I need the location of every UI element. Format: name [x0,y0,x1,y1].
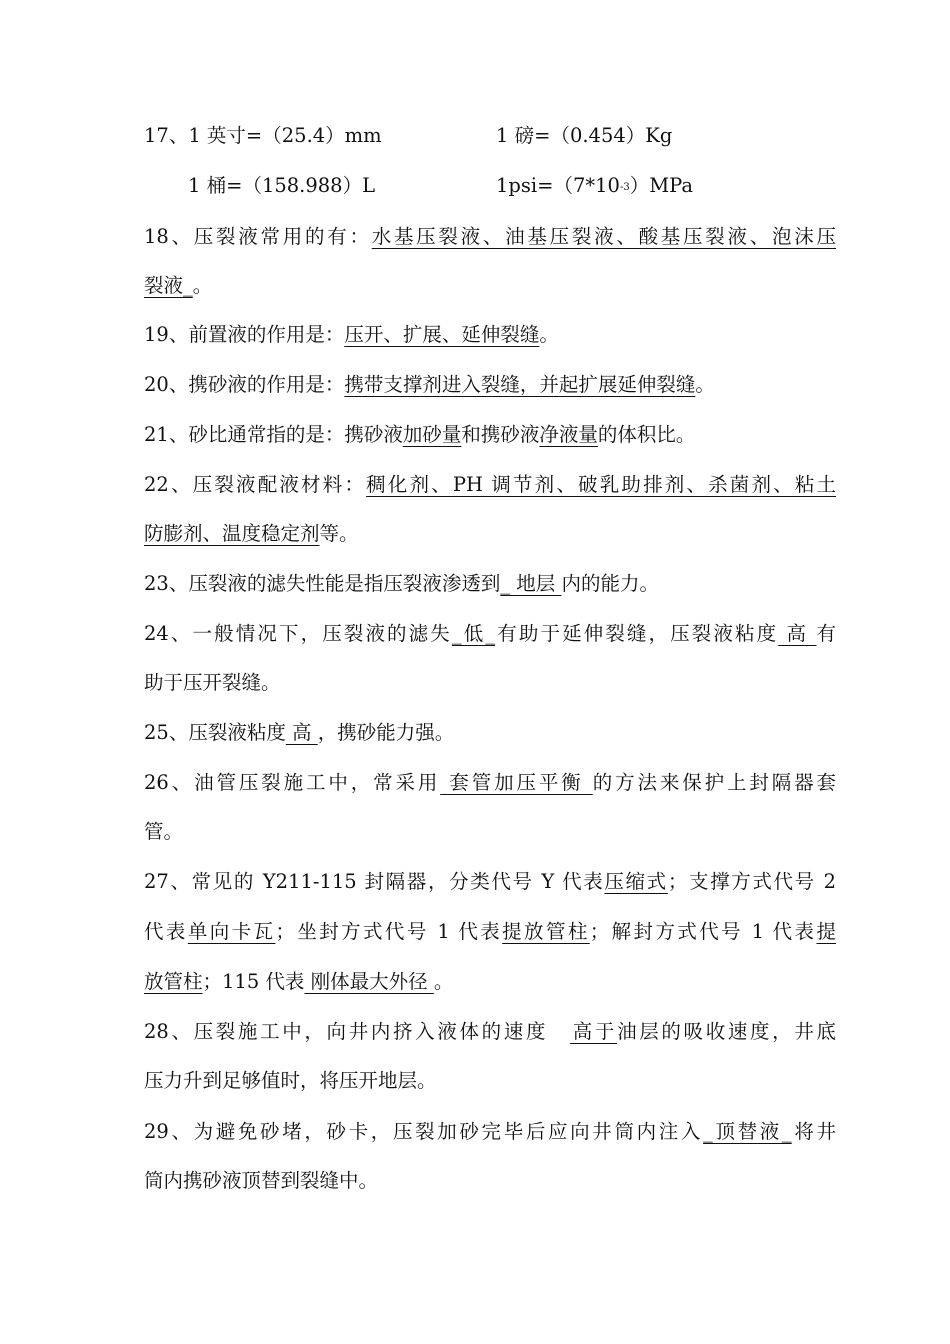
q29-text-a: 29、为避免砂堵，砂卡，压裂加砂完毕后应向井筒内注入 [144,1120,704,1143]
q26-line1 [144,768,836,798]
q24-line1 [144,619,836,649]
q22-end: 等。 [319,522,359,545]
q17-psi-a: 1psi=（7*10 [496,174,620,197]
q17-line2 [144,171,836,201]
q22-answer-2: 防膨剂、温度稳定剂 [144,522,320,545]
q27-text-e: ；解封方式代号 1 代表 [589,920,817,943]
q22-line1 [144,470,836,500]
q21-answer-1: 加砂量 [402,423,462,446]
q23-end: 内的能力。 [561,572,659,595]
q18-answer-1: 水基压裂液、油基压裂液、酸基压裂液、泡沫压 [371,225,836,248]
q18-prefix: 18、压裂液常用的有： [144,225,372,248]
q27-answer-5: 刚体最大外径 [304,970,434,993]
q26-answer: 套管加压平衡 [440,771,593,794]
q29-line1 [144,1117,836,1147]
q27-answer-3: 提放管柱 [502,920,590,943]
q23-line [144,569,836,599]
q26-prefix: 26、油管压裂施工中，常采用 [144,771,441,794]
q27-text-b: ；支撑方式代号 2 [667,870,836,893]
q17-psi [496,171,693,203]
q25-answer: 高 [285,721,318,744]
q18-line1 [144,222,836,252]
q24-answer-2: 高 [778,622,817,645]
q29-text-b: 将井 [791,1120,836,1143]
q22-line2 [144,519,836,549]
q28-answer: 高于 [570,1020,618,1043]
q24-text-c: 有 [816,622,836,645]
q27-answer-1: 压缩式 [604,870,668,893]
q27-text-a: 27、常见的 Y211-115 封隔器，分类代号 Y 代表 [144,870,605,893]
q24-line2: 助于压开裂缝。 [144,671,281,694]
q17-psi-b: ）MPa [629,174,694,197]
q20-line [144,370,836,400]
q22-answer-1: 稠化剂、PH 调节剂、破乳助排剂、杀菌剂、粘土 [366,473,836,496]
q17-inch: 17、1 英寸=（25.4）mm [144,124,382,147]
q24-answer-1: _低_ [451,622,496,645]
q18-answer-2: 裂液_ [144,274,193,297]
q27-text-f: ；115 代表 [202,970,305,993]
q27-answer-4b: 放管柱 [144,970,203,993]
q28-line2: 压力升到足够值时，将压开地层。 [144,1069,437,1092]
q19-line [144,320,836,350]
q17-barrel: 1 桶=（158.988）L [188,174,376,197]
q20-answer: 携带支撑剂进入裂缝，并起扩展延伸裂缝 [344,373,696,396]
q19-prefix: 19、前置液的作用是： [144,323,345,346]
q29-answer: _顶替液_ [703,1120,792,1143]
q27-line1 [144,867,836,897]
q26-line2: 管。 [144,820,184,843]
q29-line2: 筒内携砂液顶替到裂缝中。 [144,1169,379,1192]
q21-text-a: 21、砂比通常指的是：携砂液 [144,423,403,446]
q17-psi-exp: -3 [619,182,630,193]
q19-end: 。 [539,323,559,346]
q27-answer-2: 单向卡瓦 [187,920,276,943]
q28-text-a: 28、压裂施工中，向井内挤入液体的速度 [144,1020,549,1043]
q17-pound: 1 磅=（0.454）Kg [496,124,673,147]
q17-line1 [144,121,836,151]
q28-line1 [144,1017,836,1047]
q27-line3 [144,967,836,997]
q28-text-b: 油层的吸收速度，井底 [617,1020,836,1043]
q27-text-d: ；坐封方式代号 1 代表 [275,920,503,943]
q19-answer: 压开、扩展、延伸裂缝 [344,323,540,346]
q21-text-b: 和携砂液 [461,423,540,446]
q24-text-a: 24、一般情况下，压裂液的滤失 [144,622,452,645]
q27-text-g: 。 [433,970,454,993]
q27-answer-4a: 提 [816,920,836,943]
q25-prefix: 25、压裂液粘度 [144,721,286,744]
q26-end: 的方法来保护上封隔器套 [592,771,836,794]
q21-text-c: 的体积比。 [597,423,696,446]
q25-line [144,718,836,748]
q22-prefix: 22、压裂液配液材料： [144,473,367,496]
q27-text-c: 代表 [144,920,188,943]
q18-end: 。 [192,274,213,297]
q25-end: ，携砂能力强。 [317,721,455,744]
q21-line [144,420,836,450]
q18-line2 [144,271,836,301]
q27-line2 [144,917,836,947]
q23-prefix: 23、压裂液的滤失性能是指压裂液渗透到 [144,572,501,595]
q20-end: 。 [695,373,715,396]
q24-text-b: 有助于延伸裂缝，压裂液粘度 [495,622,779,645]
q23-answer: _ 地层 [500,572,562,595]
q21-answer-2: 净液量 [539,423,598,446]
q20-prefix: 20、携砂液的作用是： [144,373,345,396]
